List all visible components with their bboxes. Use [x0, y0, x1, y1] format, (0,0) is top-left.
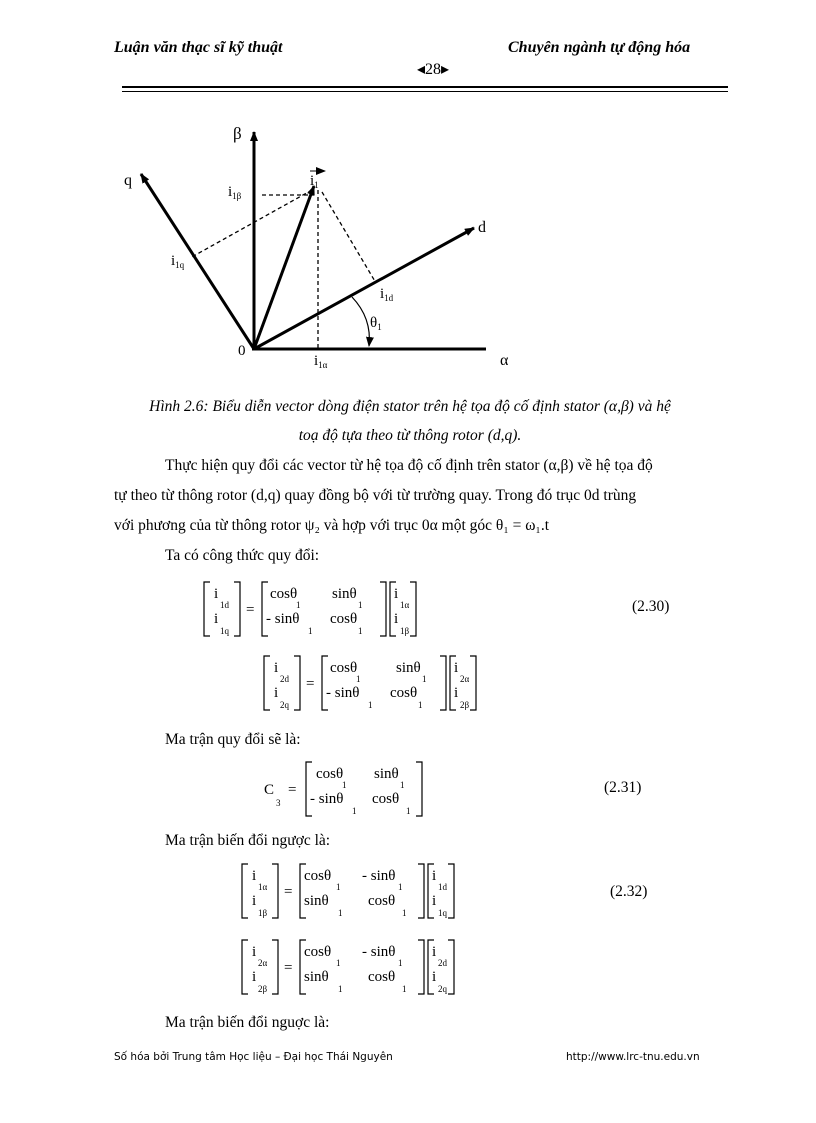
svg-text:1: 1	[402, 908, 407, 918]
label-theta1: $\theta_1$	[370, 315, 382, 332]
svg-text:1: 1	[358, 626, 363, 636]
label-i1alpha: $i_{1\alpha}$	[314, 353, 328, 370]
svg-text:1α: 1α	[258, 882, 268, 892]
svg-text:i: i	[274, 685, 279, 701]
svg-text:cosθ: cosθ	[316, 766, 344, 782]
svg-text:1: 1	[336, 958, 341, 968]
svg-text:i: i	[214, 586, 219, 602]
svg-text:cosθ: cosθ	[304, 944, 332, 960]
svg-text:1: 1	[398, 882, 403, 892]
paragraph-line-1: Thực hiện quy đổi các vector từ hệ tọa độ cố định trên stator (α,β) về hệ tọa độ	[165, 457, 653, 474]
svg-text:1: 1	[296, 600, 301, 610]
proj-d	[322, 192, 376, 283]
svg-text:- sinθ: - sinθ	[266, 611, 300, 627]
svg-text:1: 1	[352, 806, 357, 816]
inverse-intro-1: Ma trận biến đổi ngược là:	[165, 832, 331, 849]
svg-text:1: 1	[422, 674, 427, 684]
label-alpha: α	[500, 352, 509, 369]
label-i1: $i_1$	[310, 173, 319, 190]
svg-text:sinθ: sinθ	[332, 586, 357, 602]
svg-text:2β: 2β	[258, 984, 268, 994]
paragraph-line-2: tự theo từ thông rotor (d,q) quay đồng bộ với từ trường quay. Trong đó trục 0d trùng	[114, 487, 637, 504]
svg-text:i: i	[252, 969, 257, 985]
theta-arc	[352, 297, 369, 346]
label-q: q	[124, 172, 132, 189]
equation-2-30-stator	[196, 576, 426, 642]
svg-text:- sinθ: - sinθ	[362, 868, 396, 884]
svg-text:2d: 2d	[438, 958, 447, 968]
svg-text:cosθ: cosθ	[304, 868, 332, 884]
svg-text:1q: 1q	[438, 908, 447, 918]
svg-text:=: =	[246, 602, 255, 618]
vector-diagram	[0, 0, 816, 380]
svg-text:cosθ: cosθ	[330, 660, 358, 676]
matrix-intro: Ma trận quy đổi sẽ là:	[165, 731, 301, 748]
figure-caption-line-1: Hình 2.6: Biểu diễn vector dòng điện stator trên hệ tọa độ cố định stator (α,β) và hệ	[149, 398, 671, 415]
svg-text:- sinθ: - sinθ	[362, 944, 396, 960]
svg-text:i: i	[454, 685, 459, 701]
svg-text:1: 1	[356, 674, 361, 684]
svg-text:i: i	[394, 611, 399, 627]
svg-text:1α: 1α	[400, 600, 410, 610]
svg-text:cosθ: cosθ	[270, 586, 298, 602]
svg-text:i: i	[432, 893, 437, 909]
svg-text:cosθ: cosθ	[330, 611, 358, 627]
label-d: d	[478, 219, 486, 236]
equation-2-32-stator	[234, 858, 464, 924]
equation-number-2-32: (2.32)	[610, 883, 648, 900]
svg-text:cosθ: cosθ	[390, 685, 418, 701]
label-i1beta: $i_{1\beta}$	[228, 184, 242, 201]
svg-text:1: 1	[406, 806, 411, 816]
svg-text:1: 1	[398, 958, 403, 968]
label-origin: 0	[238, 343, 246, 359]
svg-text:i: i	[252, 868, 257, 884]
current-vector-i1	[254, 186, 314, 349]
svg-text:1β: 1β	[400, 626, 410, 636]
d-axis	[254, 228, 474, 349]
equation-2-30-rotor	[256, 650, 486, 716]
inverse-intro-2: Ma trận biến đổi nguợc là:	[165, 1014, 330, 1031]
svg-text:i: i	[252, 944, 257, 960]
svg-text:1d: 1d	[438, 882, 447, 892]
svg-text:sinθ: sinθ	[304, 969, 329, 985]
svg-text:1q: 1q	[220, 626, 229, 636]
page-number-left-mark: ◂	[416, 61, 425, 78]
equation-2-32-rotor	[234, 934, 464, 1000]
svg-text:i: i	[252, 893, 257, 909]
svg-text:2α: 2α	[460, 674, 470, 684]
svg-text:3: 3	[276, 798, 281, 808]
svg-text:i: i	[274, 660, 279, 676]
svg-text:1: 1	[336, 882, 341, 892]
footer-source: Số hóa bởi Trung tâm Học liệu – Đại học Thái Nguyên	[114, 1051, 393, 1063]
svg-text:=: =	[284, 884, 293, 900]
svg-text:1: 1	[400, 780, 405, 790]
svg-text:=: =	[288, 782, 297, 798]
equation-2-31	[262, 756, 442, 822]
figure-caption-line-2: toạ độ tựa theo từ thông rotor (d,q).	[298, 427, 522, 444]
proj-q	[190, 190, 312, 258]
svg-text:2q: 2q	[280, 700, 289, 710]
svg-text:1d: 1d	[220, 600, 229, 610]
label-i1q: $i_{1q}$	[171, 253, 185, 270]
svg-text:2β: 2β	[460, 700, 470, 710]
formula-intro: Ta có công thức quy đổi:	[165, 547, 320, 564]
svg-text:cosθ: cosθ	[368, 969, 396, 985]
svg-text:1: 1	[338, 984, 343, 994]
svg-text:sinθ: sinθ	[396, 660, 421, 676]
svg-text:1: 1	[418, 700, 423, 710]
svg-text:sinθ: sinθ	[304, 893, 329, 909]
svg-text:i: i	[454, 660, 459, 676]
svg-text:cosθ: cosθ	[368, 893, 396, 909]
svg-text:1: 1	[368, 700, 373, 710]
svg-text:- sinθ: - sinθ	[326, 685, 360, 701]
svg-text:i: i	[394, 586, 399, 602]
svg-text:C: C	[264, 782, 275, 798]
svg-text:i: i	[432, 944, 437, 960]
svg-text:1: 1	[308, 626, 313, 636]
svg-text:i: i	[214, 611, 219, 627]
svg-text:i: i	[432, 868, 437, 884]
page-number-value: 28	[425, 61, 441, 78]
equation-number-2-30: (2.30)	[632, 598, 670, 615]
svg-text:1: 1	[358, 600, 363, 610]
page-number-right-mark: ▸	[441, 61, 450, 78]
svg-text:i: i	[432, 969, 437, 985]
paragraph-line-3: với phương của từ thông rotor ψ₂ và hợp với trục 0α một góc θ₁ = ω₁.t	[114, 517, 550, 534]
svg-text:1: 1	[338, 908, 343, 918]
svg-text:1: 1	[402, 984, 407, 994]
header-major: Chuyên ngành tự động hóa	[508, 39, 691, 56]
svg-text:cosθ: cosθ	[372, 791, 400, 807]
header-thesis-title: Luận văn thạc sĩ kỹ thuật	[114, 39, 283, 56]
footer-url[interactable]: http://www.lrc-tnu.edu.vn	[566, 1051, 700, 1063]
svg-text:1β: 1β	[258, 908, 268, 918]
svg-text:sinθ: sinθ	[374, 766, 399, 782]
label-i1d: $i_{1d}$	[380, 286, 394, 303]
svg-text:- sinθ: - sinθ	[310, 791, 344, 807]
equation-number-2-31: (2.31)	[604, 779, 642, 796]
svg-text:=: =	[306, 676, 315, 692]
svg-text:1: 1	[342, 780, 347, 790]
svg-text:2d: 2d	[280, 674, 289, 684]
svg-text:=: =	[284, 960, 293, 976]
label-beta: β	[233, 124, 242, 143]
svg-text:2q: 2q	[438, 984, 447, 994]
svg-text:2α: 2α	[258, 958, 268, 968]
